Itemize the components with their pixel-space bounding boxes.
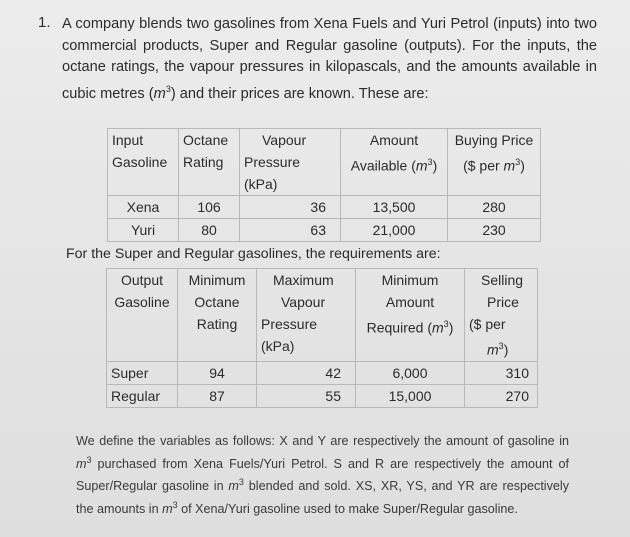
row-name: Xena — [108, 196, 179, 219]
table-row — [107, 361, 538, 384]
header-octane-rating: Octane Rating — [179, 129, 240, 196]
row-price: 310 — [465, 361, 538, 384]
header-input-gasoline: Input Gasoline — [108, 129, 179, 196]
header-amount-available: Amount Available $(m^3)$ — [341, 129, 448, 196]
row-pressure: 63 — [240, 219, 341, 242]
header-vapour-pressure: Vapour Pressure (kPa) — [240, 129, 341, 196]
row-price: 270 — [465, 384, 538, 407]
header-output-gasoline: Output Gasoline — [107, 269, 178, 362]
header-min-octane: Minimum Octane Rating — [178, 269, 257, 362]
row-pressure: 36 — [240, 196, 341, 219]
outputs-table — [106, 268, 538, 408]
row-amount: 21,000 — [341, 219, 448, 242]
table-row — [107, 384, 538, 407]
table-row — [108, 219, 541, 242]
row-name: Regular — [107, 384, 178, 407]
variable-definitions: We define the variables as follows: X and Y are respectively the amount of gasoline in $m^3$ purchased from Xena Fuels/Yuri Petrol. S and R are respectively the amount of Super/Regular gasoline in $m^3$ blended and sold. XS, XR, YS, and YR are respectively the amounts in $m^3$ of Xena/Yuri gasoline used to make Super/Regular gasoline. — [76, 434, 570, 517]
header-max-vapour: Maximum Vapour Pressure (kPa) — [257, 269, 356, 362]
inputs-table — [107, 128, 541, 242]
row-octane: 80 — [179, 219, 240, 242]
row-amount: 13,500 — [341, 196, 448, 219]
row-amount: 6,000 — [356, 361, 465, 384]
row-octane: 87 — [178, 384, 257, 407]
row-octane: 94 — [178, 361, 257, 384]
inputs-header-row — [108, 129, 541, 196]
requirements-intro: For the Super and Regular gasolines, the requirements are: — [66, 246, 441, 262]
intro-unit: m — [153, 85, 166, 102]
row-name: Super — [107, 361, 178, 384]
intro-text-end: ) and their prices are known. These are: — [170, 85, 429, 102]
table-row — [108, 196, 541, 219]
row-price: 280 — [448, 196, 541, 219]
intro-unit-exponent: 3 — [165, 83, 171, 94]
header-min-amount: Minimum Amount Required $(m^3)$ — [356, 269, 465, 362]
row-name: Yuri — [108, 219, 179, 242]
question-number: 1. — [38, 14, 51, 31]
header-selling-price: Selling Price ($ per $m^3$) — [465, 269, 538, 362]
row-amount: 15,000 — [356, 384, 465, 407]
question-intro — [62, 14, 597, 105]
outputs-header-row — [107, 269, 538, 362]
row-pressure: 42 — [257, 361, 356, 384]
intro-text: A company blends two gasolines from Xena Fuels and Yuri Petrol (inputs) into two commercial products, Super and Regular gasoline (outputs). For the inputs, the octane ratings, the vapour pressures in kilopascals, and the amounts available in cubic metres ( — [62, 16, 597, 102]
header-buying-price: Buying Price ($ per $m^3$) — [448, 129, 541, 196]
row-pressure: 55 — [257, 384, 356, 407]
row-octane: 106 — [179, 196, 240, 219]
row-price: 230 — [448, 219, 541, 242]
